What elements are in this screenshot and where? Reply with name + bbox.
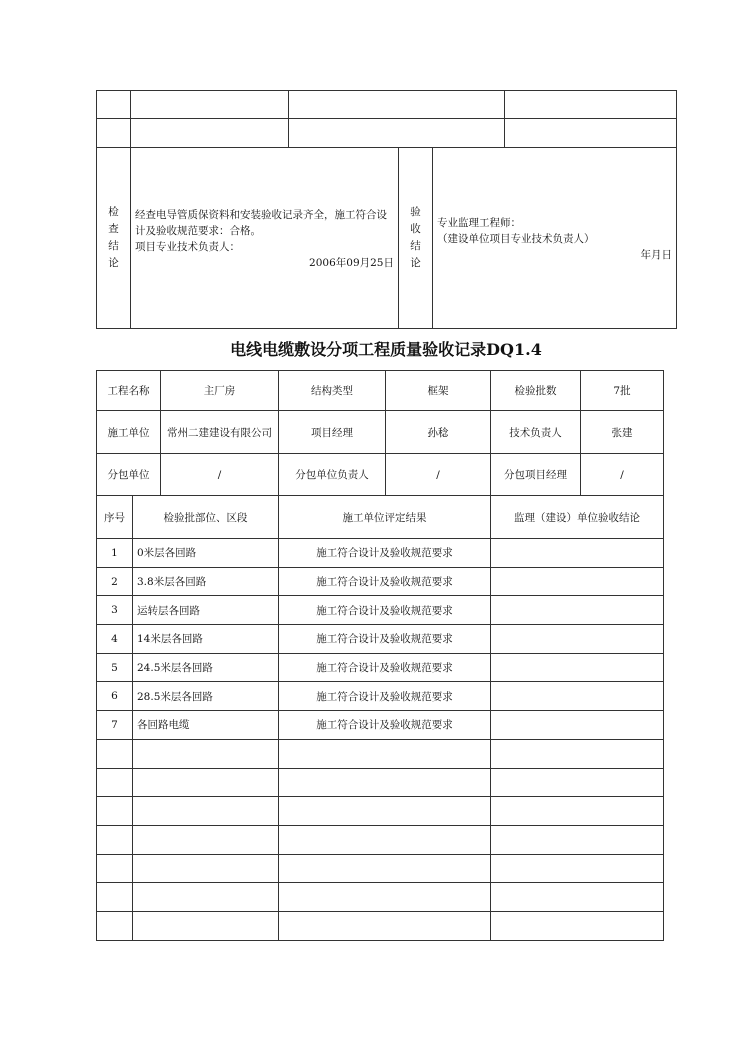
row-no: 3 — [97, 596, 133, 625]
cell — [133, 825, 279, 854]
cell — [133, 854, 279, 883]
sub-label: 分包单位 — [97, 454, 161, 496]
cell — [491, 797, 664, 826]
cell — [97, 91, 131, 119]
accept-owner: （建设单位项目专业技术负责人） — [437, 232, 595, 245]
table-row — [97, 539, 664, 568]
tech-lead-label: 技术负责人 — [491, 411, 581, 454]
row-part: 各回路电缆 — [133, 711, 279, 740]
cell — [279, 739, 491, 768]
contractor: 常州二建建设有限公司 — [161, 411, 279, 454]
cell — [505, 119, 677, 148]
check-date: 2006年09月25日 — [309, 256, 394, 269]
pm-label: 项目经理 — [279, 411, 386, 454]
accept-wrapper — [399, 148, 677, 329]
accept-conclusion-cell — [433, 148, 677, 328]
cell — [279, 825, 491, 854]
row-conclusion — [491, 596, 664, 625]
top-table — [96, 90, 677, 329]
cell — [279, 768, 491, 797]
col-header-conclusion: 监理（建设）单位验收结论 — [491, 496, 664, 539]
row-result: 施工符合设计及验收规范要求 — [279, 567, 491, 596]
cell — [279, 797, 491, 826]
cell — [97, 883, 133, 912]
cell — [279, 854, 491, 883]
cell — [491, 768, 664, 797]
sub-pm: / — [581, 454, 664, 496]
check-text: 经查电导管质保资料和安装验收记录齐全，施工符合设计及验收规范要求：合格。 — [135, 208, 387, 237]
cell — [133, 739, 279, 768]
row-result: 施工符合设计及验收规范要求 — [279, 653, 491, 682]
empty-row — [97, 854, 664, 883]
batch-count: 7批 — [581, 371, 664, 411]
cell — [491, 825, 664, 854]
accept-date: 年月日 — [640, 248, 672, 261]
empty-row — [97, 797, 664, 826]
project-name: 主厂房 — [161, 371, 279, 411]
cell — [97, 739, 133, 768]
sub-pm-label: 分包项目经理 — [491, 454, 581, 496]
table-row — [97, 711, 664, 740]
cell — [97, 768, 133, 797]
cell — [97, 825, 133, 854]
structure-label: 结构类型 — [279, 371, 386, 411]
row-conclusion — [491, 625, 664, 654]
cell — [133, 883, 279, 912]
sub-lead-label: 分包单位负责人 — [279, 454, 386, 496]
empty-row — [97, 911, 664, 940]
cell — [133, 911, 279, 940]
col-header-result: 施工单位评定结果 — [279, 496, 491, 539]
cell — [289, 119, 505, 148]
row-result: 施工符合设计及验收规范要求 — [279, 596, 491, 625]
col-header-no: 序号 — [97, 496, 133, 539]
accept-engineer: 专业监理工程师： — [437, 216, 521, 229]
row-no: 1 — [97, 539, 133, 568]
col-header-part: 检验批部位、区段 — [133, 496, 279, 539]
row-no: 6 — [97, 682, 133, 711]
table-row — [97, 567, 664, 596]
cell — [133, 797, 279, 826]
sub-lead: / — [386, 454, 491, 496]
table-row — [97, 653, 664, 682]
cell — [279, 883, 491, 912]
cell — [97, 119, 131, 148]
cell — [97, 911, 133, 940]
record-table — [96, 370, 664, 941]
cell — [131, 119, 289, 148]
empty-row — [97, 883, 664, 912]
empty-row — [97, 768, 664, 797]
tech-lead: 张建 — [581, 411, 664, 454]
row-part: 运转层各回路 — [133, 596, 279, 625]
cell — [491, 739, 664, 768]
row-part: 28.5米层各回路 — [133, 682, 279, 711]
table-row — [97, 682, 664, 711]
row-result: 施工符合设计及验收规范要求 — [279, 539, 491, 568]
sub: / — [161, 454, 279, 496]
row-conclusion — [491, 653, 664, 682]
cell — [97, 797, 133, 826]
row-result: 施工符合设计及验收规范要求 — [279, 711, 491, 740]
row-conclusion — [491, 567, 664, 596]
cell — [505, 91, 677, 119]
empty-row — [97, 739, 664, 768]
row-result: 施工符合设计及验收规范要求 — [279, 625, 491, 654]
row-part: 0米层各回路 — [133, 539, 279, 568]
row-no: 7 — [97, 711, 133, 740]
row-part: 14米层各回路 — [133, 625, 279, 654]
row-conclusion — [491, 711, 664, 740]
cell — [491, 883, 664, 912]
row-no: 2 — [97, 567, 133, 596]
pm: 孙稔 — [386, 411, 491, 454]
check-conclusion-cell — [131, 148, 399, 329]
row-conclusion — [491, 682, 664, 711]
check-signer: 项目专业技术负责人： — [135, 240, 240, 253]
row-part: 24.5米层各回路 — [133, 653, 279, 682]
row-conclusion — [491, 539, 664, 568]
row-part: 3.8米层各回路 — [133, 567, 279, 596]
row-no: 4 — [97, 625, 133, 654]
cell — [131, 91, 289, 119]
cell — [133, 768, 279, 797]
row-no: 5 — [97, 653, 133, 682]
check-conclusion-label: 检查结论 — [97, 148, 131, 329]
cell — [289, 91, 505, 119]
cell — [491, 911, 664, 940]
cell — [97, 854, 133, 883]
project-name-label: 工程名称 — [97, 371, 161, 411]
contractor-label: 施工单位 — [97, 411, 161, 454]
page-title: 电线电缆敷设分项工程质量验收记录DQ1.4 — [230, 340, 542, 359]
cell — [279, 911, 491, 940]
row-result: 施工符合设计及验收规范要求 — [279, 682, 491, 711]
batch-count-label: 检验批数 — [491, 371, 581, 411]
table-row — [97, 596, 664, 625]
empty-row — [97, 825, 664, 854]
accept-conclusion-label: 验收结论 — [399, 148, 433, 328]
table-row — [97, 625, 664, 654]
structure: 框架 — [386, 371, 491, 411]
cell — [491, 854, 664, 883]
